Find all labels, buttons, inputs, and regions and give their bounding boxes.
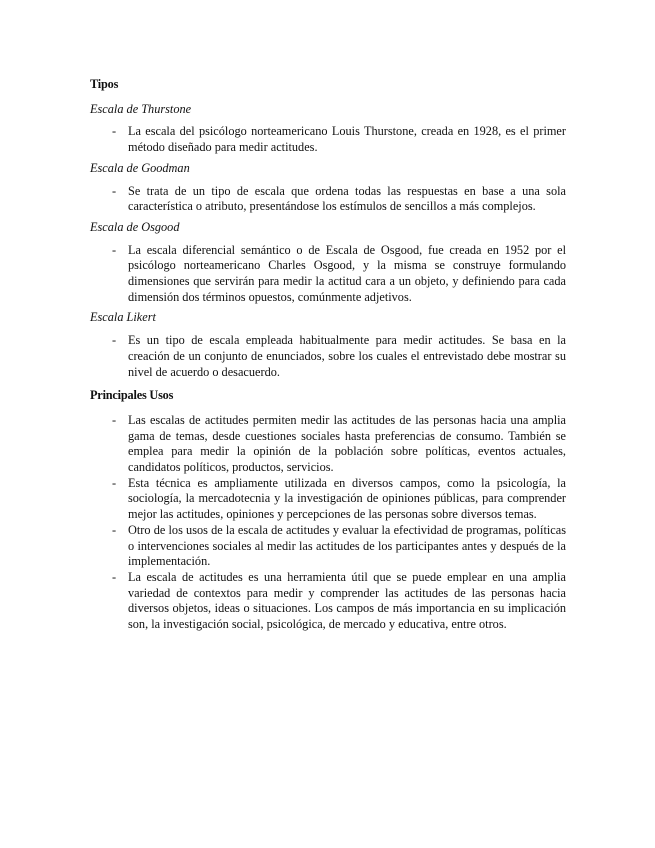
list-item [90,184,566,215]
scale-list-osgood [90,243,566,306]
dash-bullet: - [112,333,117,348]
list-item-text: Otro de los usos de la escala de actitudes y evaluar la efectividad de programas, políticas o intervenciones sociales al medir las actitudes de los participantes antes y después de la implementación. [128,522,566,569]
section-heading-tipos: Tipos [90,77,119,91]
dash-bullet: - [112,569,117,584]
list-item-text: La escala del psicólogo norteamericano Louis Thurstone, creada en 1928, es el primer método diseñado para medir actitudes. [128,124,566,155]
scale-title-goodman: Escala de Goodman [90,160,190,175]
list-item-text: Las escalas de actitudes permiten medir las actitudes de las personas hacia una amplia gama de temas, desde cuestiones sociales hasta preferencias de consumo. También se emplea para medir la opinión de la población sobre políticas, eventos actuales, candidatos políticos, productos, servicios. [128,412,566,475]
dash-bullet: - [112,522,117,537]
list-item [90,243,566,306]
usos-list [90,413,566,633]
scale-title-likert: Escala Likert [90,310,156,325]
dash-bullet: - [112,475,117,490]
list-item [90,124,566,155]
document-content [90,77,566,638]
scale-list-goodman [90,184,566,215]
scale-list-likert [90,333,566,380]
list-item-text: La escala diferencial semántico o de Escala de Osgood, fue creada en 1952 por el psicólogo norteamericano Charles Osgood, y la misma se construye formulando dimensiones que servirán para medir la actitud cara a un objeto, y definiendo para cada dimensión dos términos opuestos, comúnmente adjetivos. [128,242,566,304]
list-item-text: Es un tipo de escala empleada habitualmente para medir actitudes. Se basa en la creación de un conjunto de enunciados, sobre los cuales el entrevistado debe mostrar su nivel de acuerdo o desacuerdo. [128,333,566,379]
list-item-text: La escala de actitudes es una herramienta útil que se puede emplear en una amplia variedad de contextos para medir y comprender las actitudes de las personas hacia diversos objetos, ideas o situaciones. Los campos de más importancia en su implicación son, la investigación social, psicológica, de mercado y educativa, entre otros. [128,569,566,632]
list-item [90,570,566,633]
list-item-text: Esta técnica es ampliamente utilizada en diversos campos, como la psicología, la sociología, la mercadotecnia y la investigación de opiniones públicas, para comprender mejor las actitudes, opiniones y percepciones de las personas sobre diversos temas. [128,475,566,522]
list-item [90,413,566,476]
scale-title-thurstone: Escala de Thurstone [90,101,192,116]
scale-list-thurstone [90,124,566,155]
list-item [90,476,566,523]
list-item [90,523,566,570]
list-item [90,333,566,380]
dash-bullet: - [112,124,117,139]
dash-bullet: - [112,242,117,257]
dash-bullet: - [112,412,117,427]
list-item-text: Se trata de un tipo de escala que ordena todas las respuestas en base a una sola característica o atributo, presentándose los estímulos de sencillos a más complejos. [128,183,566,214]
dash-bullet: - [112,183,117,198]
section-heading-usos: Principales Usos [90,388,174,403]
scale-title-osgood: Escala de Osgood [90,219,180,234]
